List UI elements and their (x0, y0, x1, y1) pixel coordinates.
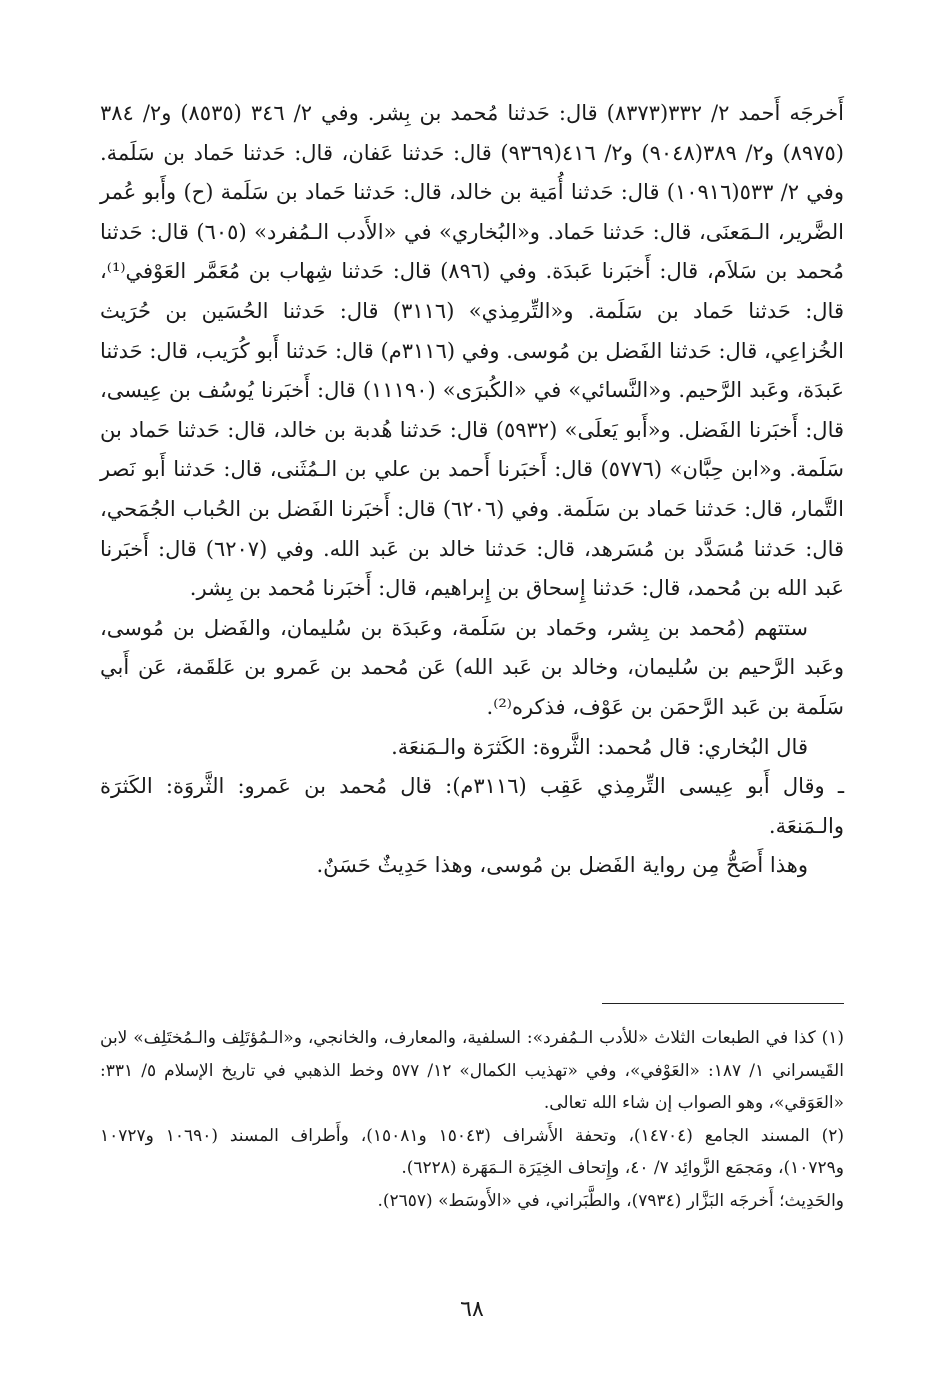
footnote-2: (٢) المسند الجامع (١٤٧٠٤)، وتحفة الأَشراف (١٥٠٤٣ و١٥٠٨١)، وأَطراف المسند (١٠٦٩٠ و١٠٧٢٧ و١٠٧٢٩)، ومَجمَع الزَّوائِد ٧/ ٤٠، وإِتحاف الخِيَرَة الـمَهَرة (٦٢٢٨). (100, 1125, 845, 1178)
footnotes (100, 1022, 844, 1217)
page-number: ٦٨ (460, 1297, 484, 1322)
main-text (100, 94, 844, 886)
footnote-divider (602, 1003, 844, 1004)
footnote-2-continued: والحَدِيث؛ أَخرجَه البَزَّار (٧٩٣٤)، والطَّبَراني، في «الأَوسَط» (٢٦٥٧). (377, 1190, 844, 1211)
footnote-1: (١) كذا في الطبعات الثلاث «للأدب الـمُفرد»: السلفية، والمعارف، والخانجي، و«الـمُؤتَلِف والـمُختَلِف» لابن القَيسراني ١/ ١٨٧: «العَوْفي»، وفي «تهذيب الكمال» ١٢/ ٥٧٧ وخط الذهبي في تاريخ الإسلام ٥/ ٣٣١: «العَوَقي»، وهو الصواب إن شاء الله تعالى. (100, 1028, 844, 1113)
hadith-grade: وهذا أَصَحُّ مِن رواية الفَضل بن مُوسى، وهذا حَدِيثٌ حَسَنٌ. (316, 853, 808, 878)
bukhari-note: قال البُخاري: قال مُحمد: الثَّروة: الكَثرَة والـمَنعَة. (391, 734, 808, 759)
summary-paragraph: ستتهم (مُحمد بن بِشر، وحَماد بن سَلَمة، وعَبدَة بن سُليمان، والفَضل بن مُوسى، وعَبد الرَّحيم بن سُليمان، وخالد بن عَبد الله) عَن مُحمد بن عَمرو بن عَلقَمة، عَن أَبي سَلَمة بن عَبد الرَّحمَن بن عَوْف، فذكره⁽²⁾. (100, 615, 844, 719)
takhrij-paragraph: أَخرجَه أَحمد ٢/ ٣٣٢(٨٣٧٣) قال: حَدثنا مُحمد بن بِشر. وفي ٢/ ٣٤٦ (٨٥٣٥) و٢/ ٣٨٤ (٨٩٧٥) و٢/ ٣٨٩(٩٠٤٨) و٢/ ٤١٦(٩٣٦٩) قال: حَدثنا عَفان، قال: حَدثنا حَماد بن سَلَمة. وفي ٢/ ٥٣٣(١٠٩١٦) قال: حَدثنا أُمَية بن خالد، قال: حَدثنا حَماد بن سَلَمة (ح) وأَبو عُمر الضَّرير، الـمَعنَى، قال: حَدثنا حَماد. و«البُخاري» في «الأَدب الـمُفرد» (٦٠٥) قال: حَدثنا مُحمد بن سَلاَم، قال: أَخبَرنا عَبدَة. وفي (٨٩٦) قال: حَدثنا شِهاب بن مُعَمَّر العَوْفي⁽¹⁾، قال: حَدثنا حَماد بن سَلَمة. و«التِّرمِذي» (٣١١٦) قال: حَدثنا الحُسَين بن حُرَيث الخُزاعِي، قال: حَدثنا الفَضل بن مُوسى. وفي (٣١١٦م) قال: حَدثنا أَبو كُرَيب، قال: حَدثنا عَبدَة، وعَبد الرَّحيم. و«النَّسائي» في «الكُبرَى» (١١١٩٠) قال: أَخبَرنا يُوسُف بن عِيسى، قال: أَخبَرنا الفَضل. و«أَبو يَعلَى» (٥٩٣٢) قال: حَدثنا هُدبة بن خالد، قال: حَدثنا حَماد بن سَلَمة. و«ابن حِبَّان» (٥٧٧٦) قال: أَخبَرنا أَحمد بن علي بن الـمُثَنى، قال: حَدثنا أَبو نَصر التَّمار، قال: حَدثنا حَماد بن سَلَمة. وفي (٦٢٠٦) قال: أَخبَرنا الفَضل بن الحُباب الجُمَحي، قال: حَدثنا مُسَدَّد بن مُسَرهد، قال: حَدثنا خالد بن عَبد الله. وفي (٦٢٠٧) قال: أَخبَرنا عَبد الله بن مُحمد، قال: حَدثنا إِسحاق بن إِبراهيم، قال: أَخبَرنا مُحمد بن بِشر. (100, 101, 845, 601)
tirmidhi-note: ـ وقال أَبو عِيسى التِّرمِذي عَقِب (٣١١٦م): قال مُحمد بن عَمرو: الثَّروَة: الكَثرَة والـمَنعَة. (100, 774, 844, 838)
